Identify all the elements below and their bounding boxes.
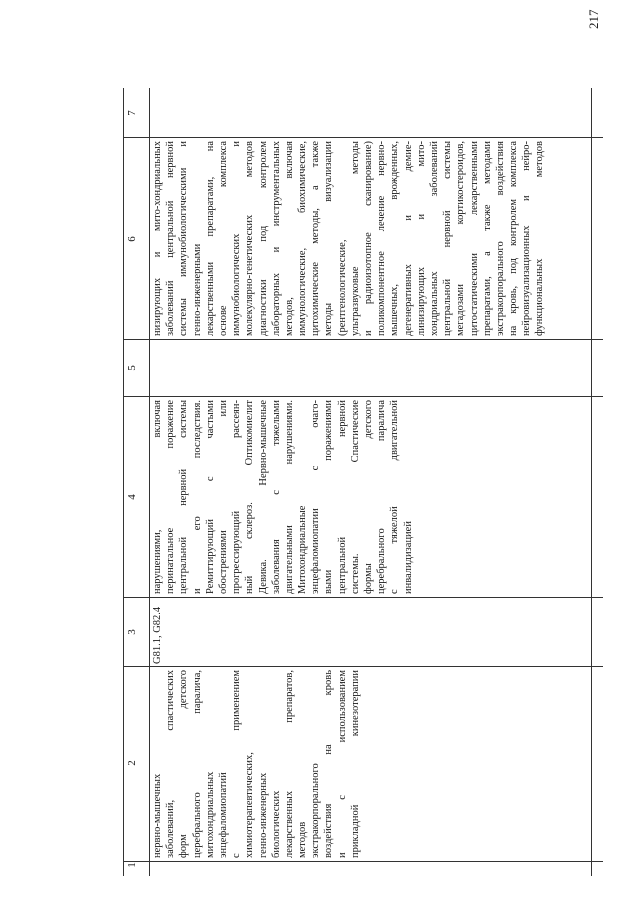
text-line: и радиоизотопное сканирование) [363,141,374,336]
column-separator-2 [123,666,603,667]
cell-col6 [151,141,547,336]
text-line: обострениями или [217,400,229,594]
text-line: цитохимические методы, а также [310,141,322,336]
text-line: функциональных методов [534,141,546,336]
text-line: двигательными нарушениями. [283,400,295,594]
text-line: лекарственными препаратами, на [204,141,216,336]
text-line: генно-инженерных [257,772,269,858]
text-line: линизирующих и мито- [415,141,427,336]
text-line: лекарственных препаратов, [283,670,295,858]
column-number-2: 2 [126,760,138,766]
column-separator-3 [123,597,603,598]
text-line: центральной нервной системы [178,400,190,594]
table-right-border [591,88,592,876]
cell-col3: G81.1, G82.4 [152,606,163,664]
text-line: ный склероз. Оптикомиелит [244,400,256,594]
text-line: поликомпонентное лечение нервно- [376,141,388,336]
text-line: ультразвуковые методы [349,141,361,336]
rotated-table [123,88,603,876]
text-line: основе комплекса [217,141,229,336]
text-line: иммунобиологических и [231,141,243,336]
text-line: энцефаломиопатии с очаго- [310,400,322,594]
table-left-border-inner [149,88,150,876]
text-line: диагностики под контролем [257,141,269,336]
text-line: иммунологические, биохимические, [297,141,309,336]
text-line: формы детского [363,400,374,594]
page-number: 217 [586,9,601,29]
column-number-3: 3 [126,629,138,635]
text-line: системы. Спастические [349,400,361,594]
text-line: с применением [231,670,243,858]
text-line: хондриальных заболеваний [428,141,440,336]
text-line: воздействия на кровь [323,670,335,858]
text-line: экстракорпорального [310,763,322,858]
text-line: церебрального паралича, [191,670,203,858]
text-line: препаратами, а также методами [481,141,493,336]
text-line: химиотерапевтических, [244,752,256,858]
text-line: и его последствия. [191,400,203,594]
text-line: методов, включая [283,141,295,336]
text-line: мегадозами кортикостероидов, [455,141,467,336]
text-line: центральной нервной системы [442,141,454,336]
text-line: цитостатическими лекарственными [468,141,480,336]
column-separator-5 [123,339,603,340]
column-number-1: 1 [126,862,138,868]
text-line: Митохондриальные [297,505,309,594]
text-line: митохондриальных [204,771,216,858]
cell-col4 [151,400,415,594]
column-number-5: 5 [126,365,138,371]
table-left-border [123,88,124,876]
text-line: мышечных, врожденных, [389,141,401,336]
column-number-6: 6 [126,236,138,242]
text-line: нейровизуализационных и нейро- [521,141,533,336]
text-line: (рентгенологические, [336,239,348,336]
column-number-4: 4 [126,494,138,500]
cell-col2 [151,670,362,858]
text-line: церебрального паралича [376,400,388,594]
text-line: прикладной кинезотерапии [349,670,361,858]
text-line: заболеваний центральной нервной [165,141,177,336]
text-line: инвалидизацией [402,521,414,594]
text-line: форм детского [178,670,190,858]
column-number-7: 7 [126,110,138,116]
text-line: дегенеративных и демие- [402,141,414,336]
column-separator-4 [123,396,603,397]
text-line: центральной нервной [336,400,348,594]
text-line: Ремиттирующий с частыми [204,400,216,594]
text-line: системы иммунобиологическими и [178,141,190,336]
text-line: перинатальное поражение [165,400,177,594]
text-line: экстракорпорального воздействия [494,141,506,336]
text-line: методы визуализации [323,141,335,336]
text-line: энцефаломиопатий [217,772,229,858]
text-line: нарушениями, включая [152,400,163,594]
text-line: прогрессирующий рассеян- [231,400,243,594]
text-line: выми поражениями [323,400,335,594]
text-line: биологических [270,790,282,858]
text-line: на кровь, под контролем комплекса [508,141,520,336]
text-line: с тяжелой двигательной [389,400,401,594]
text-line: и с использованием [336,670,348,858]
text-line: заболевания с тяжелыми [270,400,282,594]
text-line: нервно-мышечных [152,773,163,858]
text-line: методов [297,821,309,858]
text-line: заболеваний, спастических [165,670,177,858]
text-line: лабораторных и инструментальных [270,141,282,336]
text-line: низирующих и мито-хондриальных [152,141,163,336]
column-separator-1 [123,861,603,862]
text-line: Девика. Нервно-мышечные [257,400,269,594]
column-separator-6 [123,137,603,138]
text-line: генно-инженерными [191,243,203,336]
text-line: молекулярно-генетических методов [244,141,256,336]
